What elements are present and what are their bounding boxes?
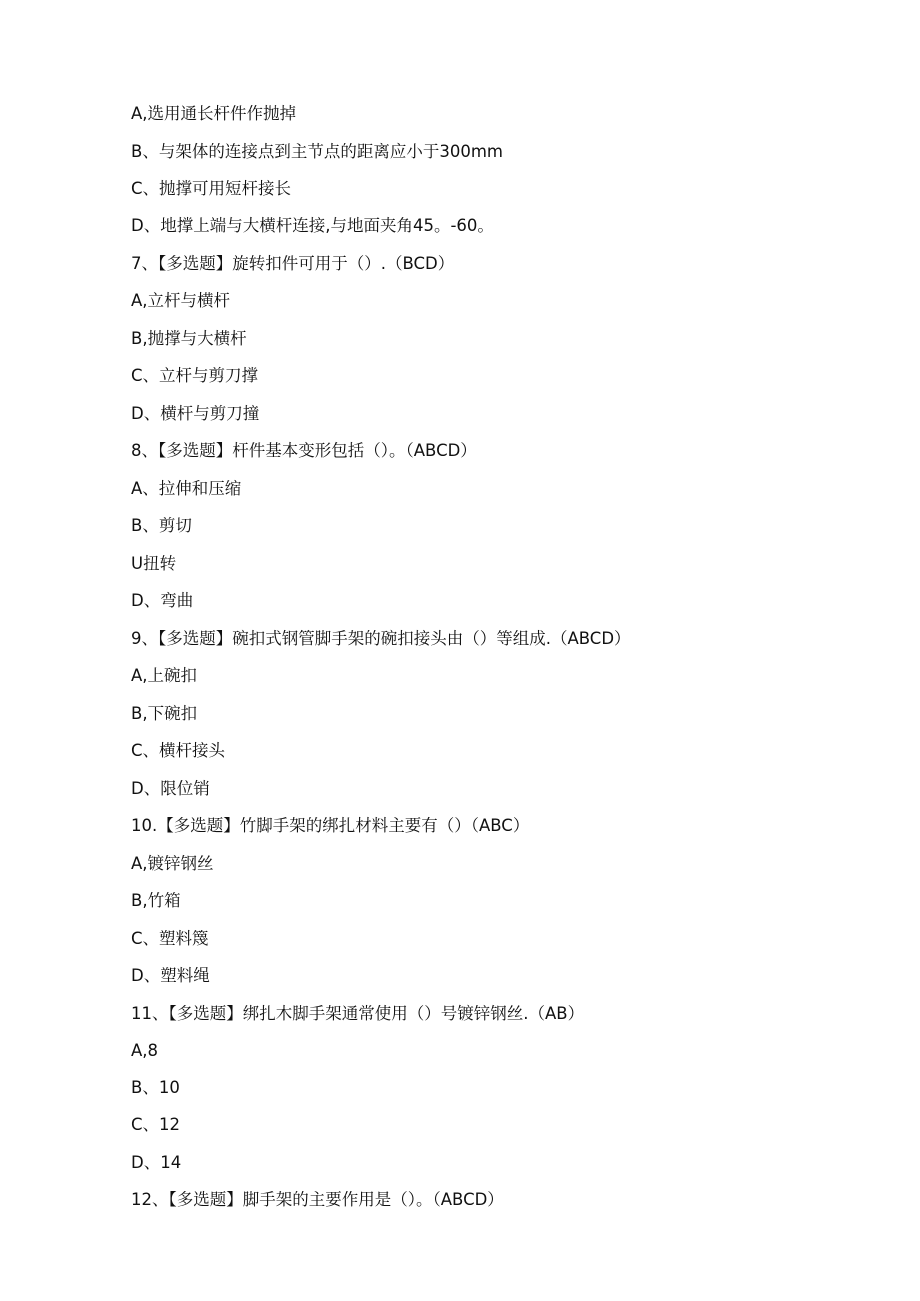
option-line: D、限位销 bbox=[131, 779, 210, 798]
option-line: A,立杆与横杆 bbox=[131, 291, 231, 310]
option-line: A,镀锌钢丝 bbox=[131, 854, 214, 873]
option-line: A、拉伸和压缩 bbox=[131, 479, 242, 498]
option-line: D、地撑上端与大横杆连接,与地面夹角45。-60。 bbox=[131, 216, 494, 235]
option-line: D、弯曲 bbox=[131, 591, 194, 610]
option-line: D、塑料绳 bbox=[131, 966, 210, 985]
option-line: C、12 bbox=[131, 1115, 181, 1134]
option-line: B、10 bbox=[131, 1078, 180, 1097]
option-line: B、剪切 bbox=[131, 516, 192, 535]
option-line: A,8 bbox=[131, 1041, 159, 1060]
option-line: U扭转 bbox=[131, 554, 177, 573]
option-line: C、横杆接头 bbox=[131, 741, 226, 760]
option-line: C、塑料篾 bbox=[131, 929, 209, 948]
option-line: B、与架体的连接点到主节点的距离应小于300mm bbox=[131, 142, 503, 161]
option-line: C、抛撑可用短杆接长 bbox=[131, 179, 292, 198]
option-line: C、立杆与剪刀撑 bbox=[131, 366, 259, 385]
question-line: 11、【多选题】绑扎木脚手架通常使用（）号镀锌钢丝.（AB） bbox=[131, 1004, 585, 1023]
question-line: 7、【多选题】旋转扣件可用于（）.（BCD） bbox=[131, 254, 455, 273]
option-line: D、横杆与剪刀撞 bbox=[131, 404, 260, 423]
option-line: B,竹箱 bbox=[131, 891, 181, 910]
question-line: 12、【多选题】脚手架的主要作用是（）。（ABCD） bbox=[131, 1190, 504, 1209]
option-line: A,上碗扣 bbox=[131, 666, 198, 685]
option-line: B,抛撑与大横杆 bbox=[131, 329, 247, 348]
question-line: 8、【多选题】杆件基本变形包括（）。（ABCD） bbox=[131, 441, 477, 460]
option-line: B,下碗扣 bbox=[131, 704, 198, 723]
question-line: 10.【多选题】竹脚手架的绑扎材料主要有（）（ABC） bbox=[131, 816, 530, 835]
question-line: 9、【多选题】碗扣式钢管脚手架的碗扣接头由（）等组成.（ABCD） bbox=[131, 629, 631, 648]
option-line: D、14 bbox=[131, 1153, 182, 1172]
option-line: A,选用通长杆件作抛掉 bbox=[131, 104, 297, 123]
